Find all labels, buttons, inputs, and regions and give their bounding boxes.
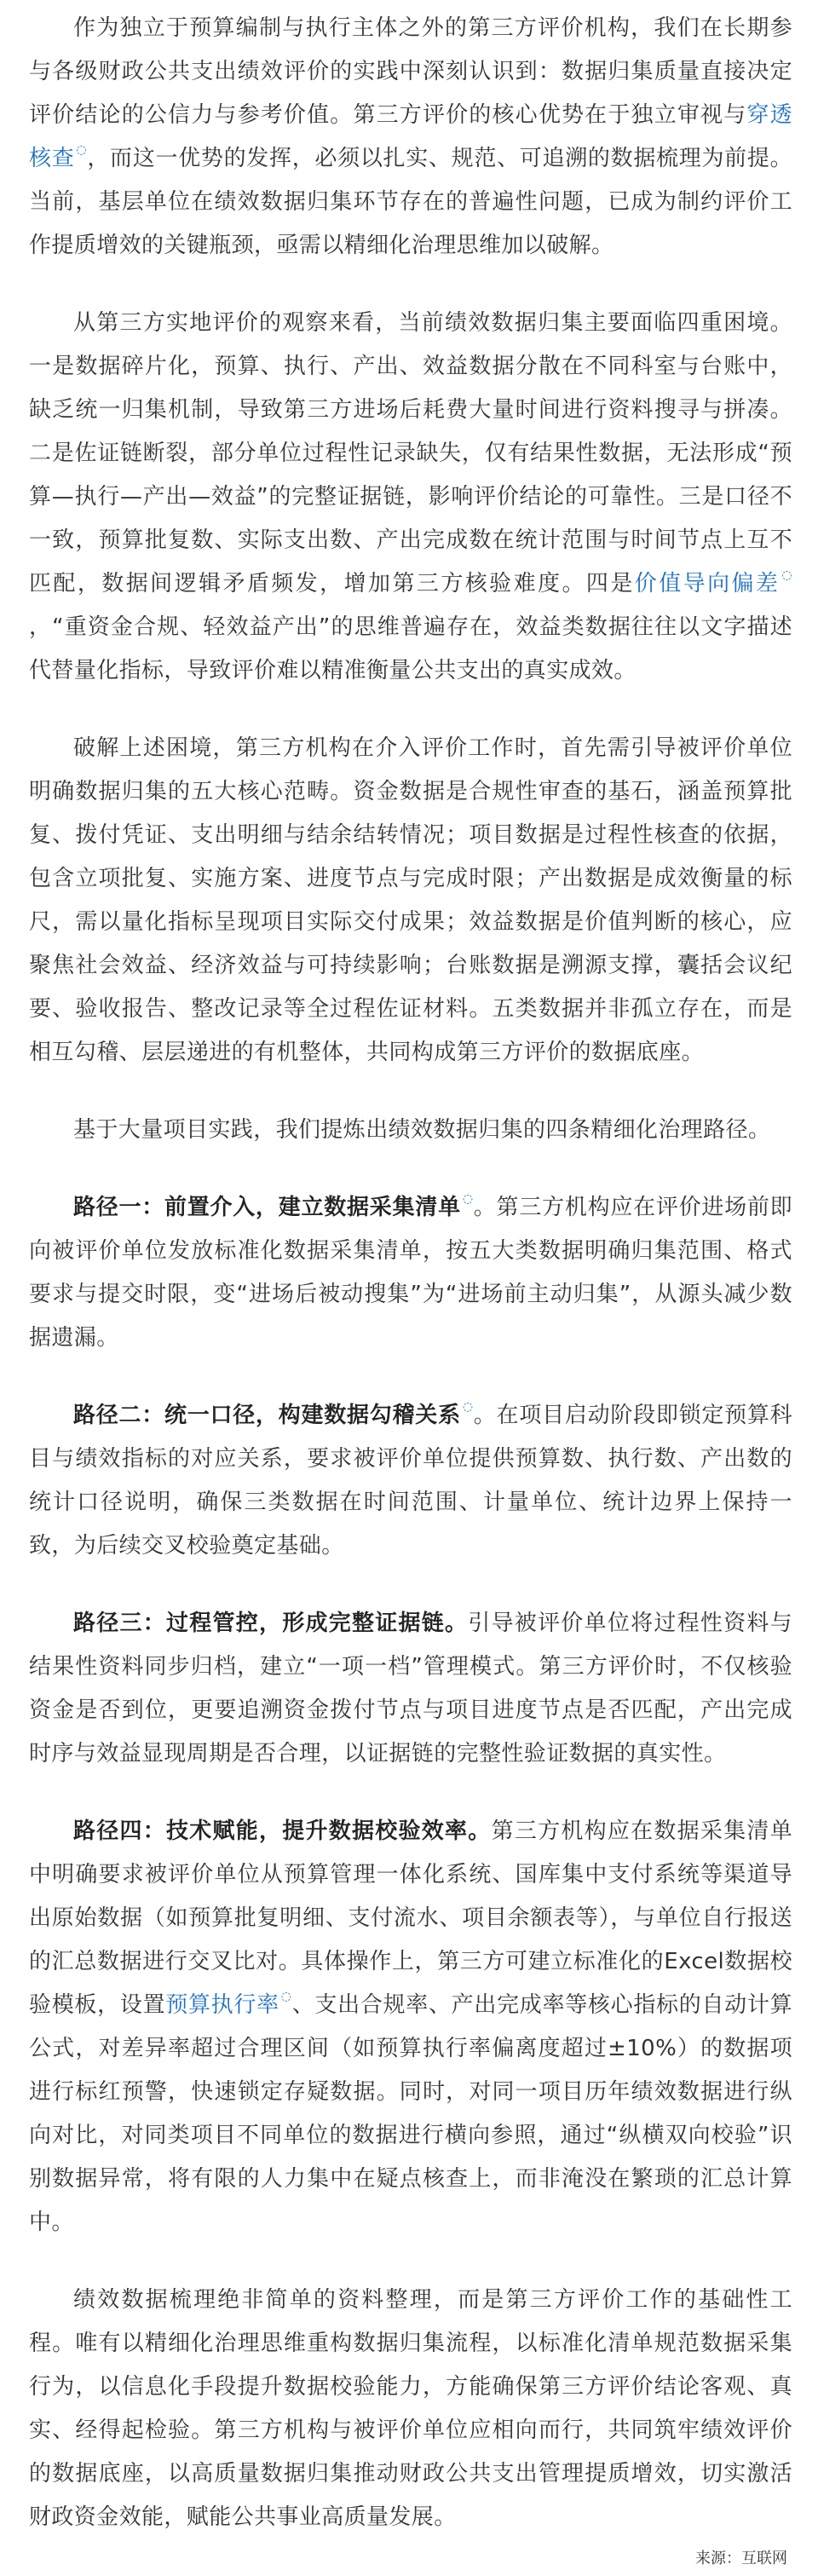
source-attribution: 来源：互联网 <box>695 2550 787 2567</box>
paragraph-dilemmas <box>29 302 792 693</box>
paragraph-dilemmas-text-b: ，“重资金合规、轻效益产出”的思维普遍存在，效益类数据往往以文字描述代替量化指标，导致评价难以精准衡量公共支出的真实成效。 <box>29 614 792 683</box>
keyword-link-data-collection-list[interactable] <box>324 1192 474 1220</box>
paragraph-intro-text-b: ，而这一优势的发挥，必须以扎实、规范、可追溯的数据梳理为前提。当前，基层单位在绩效数据归集环节存在的普遍性问题，已成为制约评价工作提质增效的关键瓶颈，亟需以精细化治理思维加以破解。 <box>29 146 792 258</box>
keyword-link-value-orientation-bias[interactable] <box>634 568 792 596</box>
path-four-heading: 路径四：技术赋能，提升数据校验效率。 <box>73 1818 492 1844</box>
paragraph-path-two <box>29 1394 792 1568</box>
paragraph-conclusion-text: 绩效数据梳理绝非简单的资料整理，而是第三方评价工作的基础性工程。唯有以精细化治理思维重构数据归集流程，以标准化清单规范数据采集行为，以信息化手段提升数据校验能力，方能确保第三方评价结论客观、真实、经得起检验。第三方机构与被评价单位应相向而行，共同筑牢绩效评价的数据底座，以高质量数据归集推动财政公共支出管理提质增效，切实激活财政资金效能，赋能公共事业高质量发展。 <box>29 2287 792 2530</box>
paragraph-intro-text-a: 作为独立于预算编制与执行主体之外的第三方评价机构，我们在长期参与各级财政公共支出绩效评价的实践中深刻认识到：数据归集质量直接决定评价结论的公信力与参考价值。第三方评价的核心优势在于独立审视与 <box>29 15 792 128</box>
search-icon: ◌ <box>462 1192 474 1206</box>
path-four-text-a: 第三方机构应在数据采集清单中明确要求被评价单位从预算管理一体化系统、国库集中支付系统等渠道导出原始数据（如预算批复明细、支付流水、项目余额表等），与单位自行报送的汇总数据进行交叉比对。具体操作上，第三方可建立标准化的Excel数据校验模板，设置 <box>29 1818 793 2018</box>
keyword-link-budget-execution-rate[interactable] <box>165 1992 291 2018</box>
keyword-link-label[interactable]: 数据采集清单 <box>324 1195 461 1220</box>
paragraph-intro <box>29 7 792 268</box>
path-two-text: 。在项目启动阶段即锁定预算科目与绩效指标的对应关系，要求被评价单位提供预算数、执行数、产出数的统计口径说明，确保三类数据在时间范围、计量单位、统计边界上保持一致，为后续交叉校验奠定基础。 <box>29 1403 793 1559</box>
path-four-text-b: 、支出合规率、产出完成率等核心指标的自动计算公式，对差异率超过合理区间（如预算执行率偏离度超过±10%）的数据项进行标红预警，快速锁定存疑数据。同时，对同一项目历年绩效数据进行纵向对比，对同类项目不同单位的数据进行横向参照，通过“纵横双向校验”识别数据异常，将有限的人力集中在疑点核查上，而非淹没在繁琐的汇总计算中。 <box>29 1992 792 2235</box>
paragraph-dilemmas-text-a: 从第三方实地评价的观察来看，当前绩效数据归集主要面临四重困境。一是数据碎片化，预算、执行、产出、效益数据分散在不同科室与台账中，缺乏统一归集机制，导致第三方进场后耗费大量时间进行资料搜寻与拼凑。二是佐证链断裂，部分单位过程性记录缺失，仅有结果性数据，无法形成“预算—执行—产出—效益”的完整证据链，影响评价结论的可靠性。三是口径不一致，预算批复数、实际支出数、产出完成数在统计范围与时间节点上互不匹配，数据间逻辑矛盾频发，增加第三方核验难度。四是 <box>29 310 792 596</box>
keyword-link-label[interactable]: 穿透核查 <box>29 102 792 171</box>
paragraph-path-three <box>29 1602 792 1776</box>
paragraph-four-paths-intro-text: 基于大量项目实践，我们提炼出绩效数据归集的四条精细化治理路径。 <box>73 1117 771 1143</box>
search-icon: ◌ <box>280 1990 292 2003</box>
paragraph-conclusion <box>29 2279 792 2539</box>
path-two-heading: 路径二：统一口径，构建 <box>73 1403 325 1428</box>
paragraph-five-categories-text: 破解上述困境，第三方机构在介入评价工作时，首先需引导被评价单位明确数据归集的五大核心范畴。资金数据是合规性审查的基石，涵盖预算批复、拨付凭证、支出明细与结余结转情况；项目数据是过程性核查的依据，包含立项批复、实施方案、进度节点与完成时限；产出数据是成效衡量的标尺，需以量化指标呈现项目实际交付成果；效益数据是价值判断的核心，应聚焦社会效益、经济效益与可持续影响；台账数据是溯源支撑，囊括会议纪要、验收报告、整改记录等全过程佐证材料。五类数据并非孤立存在，而是相互勾稽、层层递进的有机整体，共同构成第三方评价的数据底座。 <box>29 735 792 1065</box>
path-three-heading: 路径三：过程管控，形成完整证据链。 <box>73 1611 469 1636</box>
paragraph-five-categories <box>29 727 792 1075</box>
paragraph-path-four <box>29 1810 792 2245</box>
search-icon: ◌ <box>462 1400 474 1414</box>
paragraph-four-paths-intro <box>29 1109 792 1152</box>
keyword-link-data-reconciliation[interactable] <box>324 1400 474 1428</box>
paragraph-path-one <box>29 1186 792 1360</box>
keyword-link-label[interactable]: 数据勾稽关系 <box>324 1403 461 1428</box>
keyword-link-label[interactable]: 价值导向偏差 <box>634 571 781 596</box>
path-three-text: 引导被评价单位将过程性资料与结果性资料同步归档，建立“一项一档”管理模式。第三方评价时，不仅核验资金是否到位，更要追溯资金拨付节点与项目进度节点是否匹配，产出完成时序与效益显现周期是否合理，以证据链的完整性验证数据的真实性。 <box>29 1611 792 1766</box>
path-one-heading: 路径一：前置介入，建立 <box>73 1195 325 1220</box>
search-icon: ◌ <box>76 143 88 157</box>
search-icon: ◌ <box>781 568 792 582</box>
keyword-link-label[interactable]: 预算执行率 <box>165 1992 279 2018</box>
path-one-text: 。第三方机构应在评价进场前即向被评价单位发放标准化数据采集清单，按五大类数据明确归集范围、格式要求与提交时限，变“进场后被动搜集”为“进场前主动归集”，从源头减少数据遗漏。 <box>29 1195 793 1351</box>
